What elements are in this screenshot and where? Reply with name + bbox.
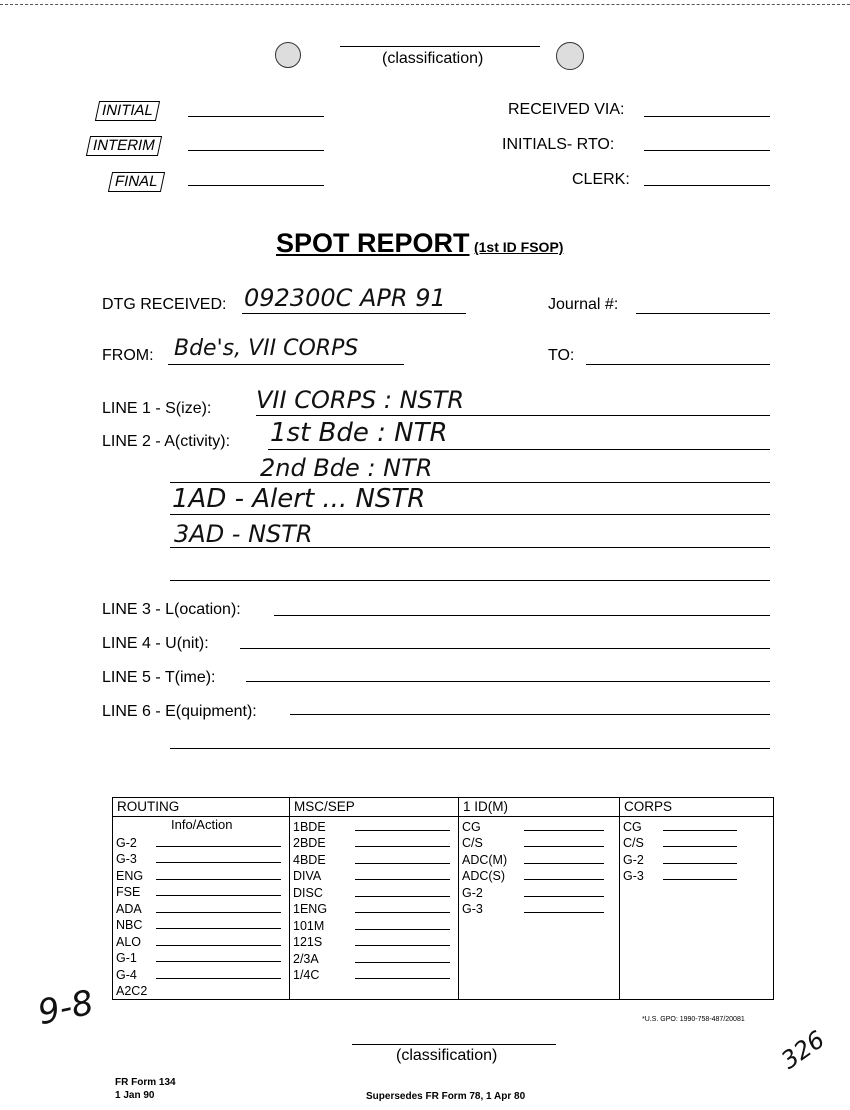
form-number: FR Form 134 [115,1077,176,1088]
line2-value-4: 3AD - NSTR [174,520,313,548]
routing-row [113,982,289,999]
line6-line [290,714,770,715]
id-row [459,867,619,884]
line2-line-3 [170,514,770,515]
form-date: 1 Jan 90 [115,1090,155,1101]
msc-column [290,798,459,1000]
msc-item: DIVA [293,869,322,883]
id-column [459,798,620,1000]
from-label: FROM: [102,347,154,364]
stamp-initial: INITIAL [95,101,160,121]
routing-item: A2C2 [116,984,148,998]
id-item: ADC(S) [462,869,506,883]
handwritten-page-mark-right: 326 [776,1025,830,1075]
msc-row [290,949,458,966]
msc-item: 1BDE [293,819,326,834]
id-item: G-3 [462,902,483,916]
id-row [459,850,619,867]
stamp-final: FINAL [108,172,165,192]
routing-row [113,932,289,949]
routing-row [113,916,289,933]
top-classification-line [340,46,540,47]
routing-item: ADA [116,901,142,916]
corps-header: CORPS [620,798,773,817]
initial-line [188,116,324,117]
msc-item: 1/4C [293,968,320,982]
routing-row [113,833,289,850]
msc-item: 1ENG [293,902,328,916]
received-via-line [644,116,770,117]
punch-hole-right [556,42,584,70]
id-row [459,900,619,917]
routing-header: ROUTING [113,798,289,817]
routing-item: G-3 [116,852,137,866]
final-line [188,185,324,186]
routing-item: G-2 [116,835,137,850]
clerk-label: CLERK: [572,171,630,188]
line1-value: VII CORPS : NSTR [256,386,465,414]
routing-item: NBC [116,918,143,932]
routing-row [113,965,289,982]
line6-label: LINE 6 - E(quipment): [102,703,257,720]
id-row [459,883,619,900]
corps-row [620,850,773,867]
routing-item: ENG [116,868,144,883]
corps-item: G-2 [623,852,644,867]
msc-row [290,817,458,834]
dtg-line [242,313,466,314]
msc-item: 2BDE [293,836,326,850]
routing-row [113,866,289,883]
line1-label: LINE 1 - S(ize): [102,400,212,417]
interim-line [188,150,324,151]
line2-label: LINE 2 - A(ctivity): [102,433,231,450]
initials-rto-label: INITIALS- RTO: [502,136,615,153]
corps-item: C/S [623,836,644,850]
from-line [168,364,404,365]
line3-label: LINE 3 - L(ocation): [102,601,241,618]
line2-line-2 [170,482,770,483]
line2-line-4 [170,547,770,548]
dtg-label: DTG RECEIVED: [102,296,227,313]
routing-column [113,798,290,1000]
bottom-classification-label: (classification) [396,1047,498,1064]
corps-row [620,817,773,834]
top-classification-label: (classification) [382,50,484,67]
id-header: 1 ID(M) [459,798,619,817]
msc-header: MSC/SEP [290,798,458,817]
line4-line [240,648,770,649]
routing-row [113,899,289,916]
corps-row [620,867,773,884]
line2-value-2: 2nd Bde : NTR [260,454,433,482]
report-title [276,228,563,259]
report-title-main: SPOT REPORT [276,228,470,258]
corps-row [620,834,773,851]
line2-value-3: 1AD - Alert ... NSTR [172,484,426,514]
stamp-interim: INTERIM [86,136,162,156]
id-item: ADC(M) [462,852,508,867]
from-value: Bde's, VII CORPS [174,336,359,361]
msc-item: 4BDE [293,852,326,867]
clerk-line [644,185,770,186]
routing-item: ALO [116,934,142,949]
id-row [459,834,619,851]
msc-row [290,900,458,917]
to-label: TO: [548,347,575,364]
bottom-classification-line [352,1044,556,1045]
id-item: CG [462,819,481,834]
msc-item: 121S [293,935,323,949]
to-line [586,364,770,365]
routing-item: FSE [116,885,141,899]
routing-row [113,949,289,966]
routing-row [113,883,289,900]
line2-line-1 [268,449,770,450]
routing-item: G-4 [116,967,137,982]
routing-subheader: Info/Action [171,817,233,832]
corps-column [620,798,774,1000]
id-row [459,817,619,834]
line2-line-5 [170,580,770,581]
gpo-text: *U.S. GPO: 1990-758-487/20081 [642,1016,745,1023]
corps-item: G-3 [623,869,644,883]
report-title-sub: (1st ID FSOP) [473,239,564,255]
msc-row [290,834,458,851]
id-item: C/S [462,836,483,850]
msc-item: 2/3A [293,951,319,966]
line4-label: LINE 4 - U(nit): [102,635,209,652]
line5-label: LINE 5 - T(ime): [102,669,216,686]
msc-item: DISC [293,885,323,900]
line6-line-2 [170,748,770,749]
received-via-label: RECEIVED VIA: [508,101,625,118]
msc-row [290,933,458,950]
dtg-value: 092300C APR 91 [244,284,446,312]
msc-row [290,867,458,884]
corps-item: CG [623,819,642,834]
journal-label: Journal #: [548,296,619,313]
id-item: G-2 [462,885,483,900]
msc-row [290,883,458,900]
msc-row [290,966,458,983]
handwritten-page-mark-left: 9-8 [34,982,98,1034]
supersedes-text: Supersedes FR Form 78, 1 Apr 80 [366,1091,526,1102]
routing-table [112,797,774,1000]
line1-line [256,415,770,416]
routing-row [113,850,289,867]
msc-row [290,916,458,933]
scan-top-edge [0,4,850,5]
initials-rto-line [644,150,770,151]
line5-line [246,681,770,682]
line2-value-1: 1st Bde : NTR [270,418,448,448]
routing-item: G-1 [116,951,137,965]
journal-line [636,313,770,314]
msc-row [290,850,458,867]
msc-item: 101M [293,918,325,933]
line3-line [274,615,770,616]
punch-hole-left [275,42,301,68]
